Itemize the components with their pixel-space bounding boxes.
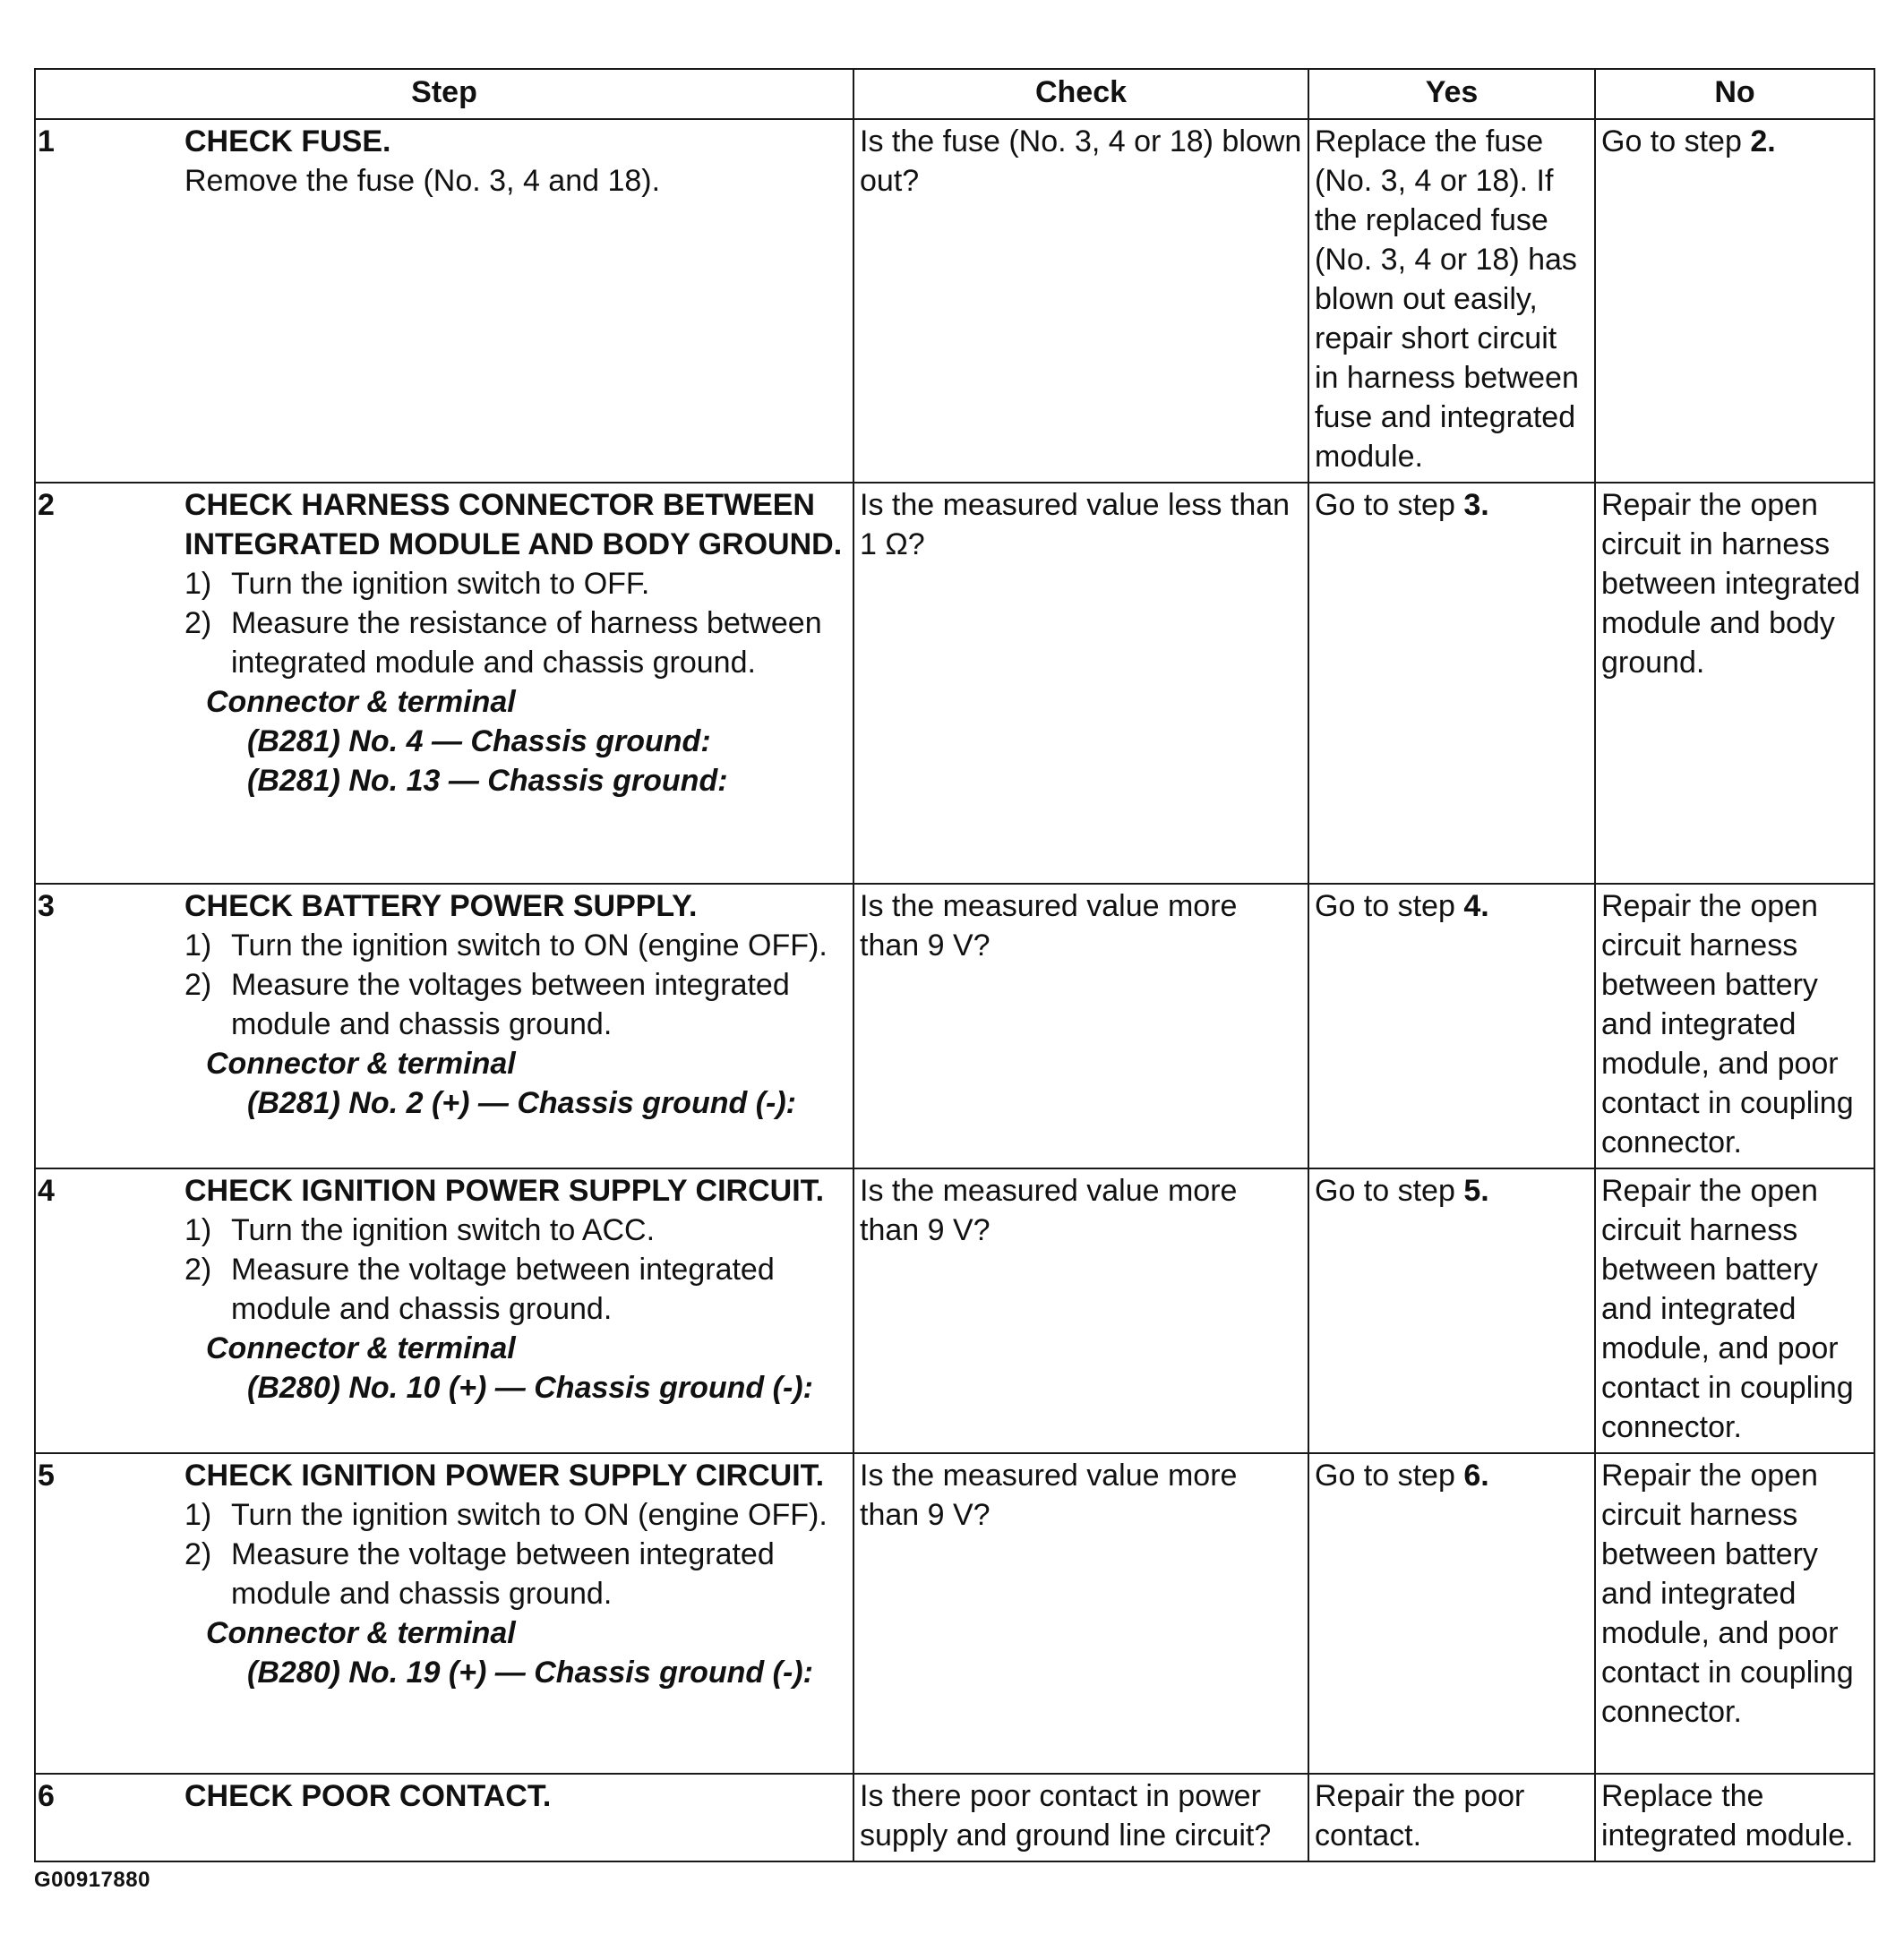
substep-text: Measure the voltages between integrated module and chassis ground. xyxy=(231,968,790,1041)
goto-step-number: 4. xyxy=(1463,889,1489,923)
step-number: 5 xyxy=(38,1459,55,1493)
yes-cell xyxy=(1308,1453,1595,1774)
connector-heading: Connector & terminal xyxy=(206,1616,516,1650)
header-no: No xyxy=(1595,69,1874,119)
no-cell: Repair the open circuit in harness between integrated module and body ground. xyxy=(1595,483,1874,884)
goto-text: Go to step xyxy=(1315,1174,1464,1208)
no-cell: Repair the open circuit harness between battery and integrated module, and poor contact in coupling connector. xyxy=(1595,1168,1874,1453)
substep xyxy=(184,564,844,603)
step-title: CHECK IGNITION POWER SUPPLY CIRCUIT. xyxy=(184,1459,825,1493)
step-title: CHECK POOR CONTACT. xyxy=(184,1779,552,1813)
step-cell xyxy=(35,1453,853,1774)
step-cell xyxy=(35,1774,853,1861)
table-row xyxy=(35,483,1874,884)
substep-text: Turn the ignition switch to OFF. xyxy=(231,567,650,601)
substep-number: 1) xyxy=(184,567,212,601)
connector-heading: Connector & terminal xyxy=(206,685,516,719)
step-number: 4 xyxy=(38,1174,55,1208)
connector-terminal: (B281) No. 4 — Chassis ground: xyxy=(247,724,711,758)
goto-step-number: 3. xyxy=(1463,488,1489,522)
substep-text: Measure the voltage between integrated module and chassis ground. xyxy=(231,1253,775,1326)
figure-id: G00917880 xyxy=(34,1868,150,1892)
no-cell xyxy=(1595,119,1874,483)
connector-terminal: (B280) No. 10 (+) — Chassis ground (-): xyxy=(247,1371,813,1405)
header-check: Check xyxy=(853,69,1308,119)
goto-text: Go to step xyxy=(1601,124,1751,158)
header-row xyxy=(35,69,1874,119)
goto-step-number: 5. xyxy=(1463,1174,1489,1208)
table-row xyxy=(35,1453,1874,1774)
step-cell xyxy=(35,884,853,1168)
no-cell: Replace the integrated module. xyxy=(1595,1774,1874,1861)
substep xyxy=(184,965,844,1044)
substep-number: 2) xyxy=(184,606,212,640)
substep xyxy=(184,926,844,965)
diagnostic-table xyxy=(34,68,1875,1862)
step-title: CHECK HARNESS CONNECTOR BETWEEN INTEGRATED MODULE AND BODY GROUND. xyxy=(184,488,843,561)
substep-number: 1) xyxy=(184,1213,212,1247)
substep-number: 2) xyxy=(184,1253,212,1287)
header-yes: Yes xyxy=(1308,69,1595,119)
substep xyxy=(184,603,844,682)
substep xyxy=(184,1495,844,1535)
substep-text: Measure the voltage between integrated module and chassis ground. xyxy=(231,1537,775,1611)
step-title: CHECK FUSE. xyxy=(184,124,391,158)
substep xyxy=(184,1211,844,1250)
goto-step-number: 6. xyxy=(1463,1459,1489,1493)
substep-number: 2) xyxy=(184,968,212,1002)
connector-heading: Connector & terminal xyxy=(206,1047,516,1081)
header-step: Step xyxy=(35,69,853,119)
table-row xyxy=(35,1168,1874,1453)
substep-number: 2) xyxy=(184,1537,212,1571)
table-row xyxy=(35,119,1874,483)
substep-text: Turn the ignition switch to ON (engine OFF). xyxy=(231,928,828,963)
yes-cell xyxy=(1308,1168,1595,1453)
substep-number: 1) xyxy=(184,928,212,963)
step-number: 2 xyxy=(38,488,55,522)
step-number: 1 xyxy=(38,124,55,158)
check-cell: Is the fuse (No. 3, 4 or 18) blown out? xyxy=(853,119,1308,483)
yes-cell: Replace the fuse (No. 3, 4 or 18). If the replaced fuse (No. 3, 4 or 18) has blown out easily, repair short circuit in harness between fuse and integrated module. xyxy=(1308,119,1595,483)
substep xyxy=(184,1535,844,1613)
step-number: 3 xyxy=(38,889,55,923)
substep-text: Turn the ignition switch to ON (engine OFF). xyxy=(231,1498,828,1532)
check-cell: Is the measured value more than 9 V? xyxy=(853,1168,1308,1453)
check-cell: Is there poor contact in power supply and ground line circuit? xyxy=(853,1774,1308,1861)
substep-text: Measure the resistance of harness between integrated module and chassis ground. xyxy=(231,606,822,680)
substep xyxy=(184,1250,844,1329)
step-cell xyxy=(35,119,853,483)
table-row xyxy=(35,884,1874,1168)
substep-number: 1) xyxy=(184,1498,212,1532)
substep-text: Turn the ignition switch to ACC. xyxy=(231,1213,656,1247)
yes-cell xyxy=(1308,884,1595,1168)
goto-text: Go to step xyxy=(1315,488,1464,522)
check-cell: Is the measured value less than 1 Ω? xyxy=(853,483,1308,884)
no-cell: Repair the open circuit harness between battery and integrated module, and poor contact in coupling connector. xyxy=(1595,884,1874,1168)
goto-step-number: 2. xyxy=(1750,124,1776,158)
table-row xyxy=(35,1774,1874,1861)
yes-cell: Repair the poor contact. xyxy=(1308,1774,1595,1861)
step-cell xyxy=(35,1168,853,1453)
goto-text: Go to step xyxy=(1315,889,1464,923)
connector-terminal: (B281) No. 2 (+) — Chassis ground (-): xyxy=(247,1086,796,1120)
connector-heading: Connector & terminal xyxy=(206,1331,516,1365)
connector-terminal: (B281) No. 13 — Chassis ground: xyxy=(247,764,728,798)
yes-cell xyxy=(1308,483,1595,884)
check-cell: Is the measured value more than 9 V? xyxy=(853,884,1308,1168)
goto-text: Go to step xyxy=(1315,1459,1464,1493)
step-title: CHECK BATTERY POWER SUPPLY. xyxy=(184,889,698,923)
step-number: 6 xyxy=(38,1779,55,1813)
step-text: Remove the fuse (No. 3, 4 and 18). xyxy=(184,164,661,198)
check-cell: Is the measured value more than 9 V? xyxy=(853,1453,1308,1774)
no-cell: Repair the open circuit harness between battery and integrated module, and poor contact in coupling connector. xyxy=(1595,1453,1874,1774)
step-cell xyxy=(35,483,853,884)
connector-terminal: (B280) No. 19 (+) — Chassis ground (-): xyxy=(247,1656,813,1690)
step-title: CHECK IGNITION POWER SUPPLY CIRCUIT. xyxy=(184,1174,825,1208)
